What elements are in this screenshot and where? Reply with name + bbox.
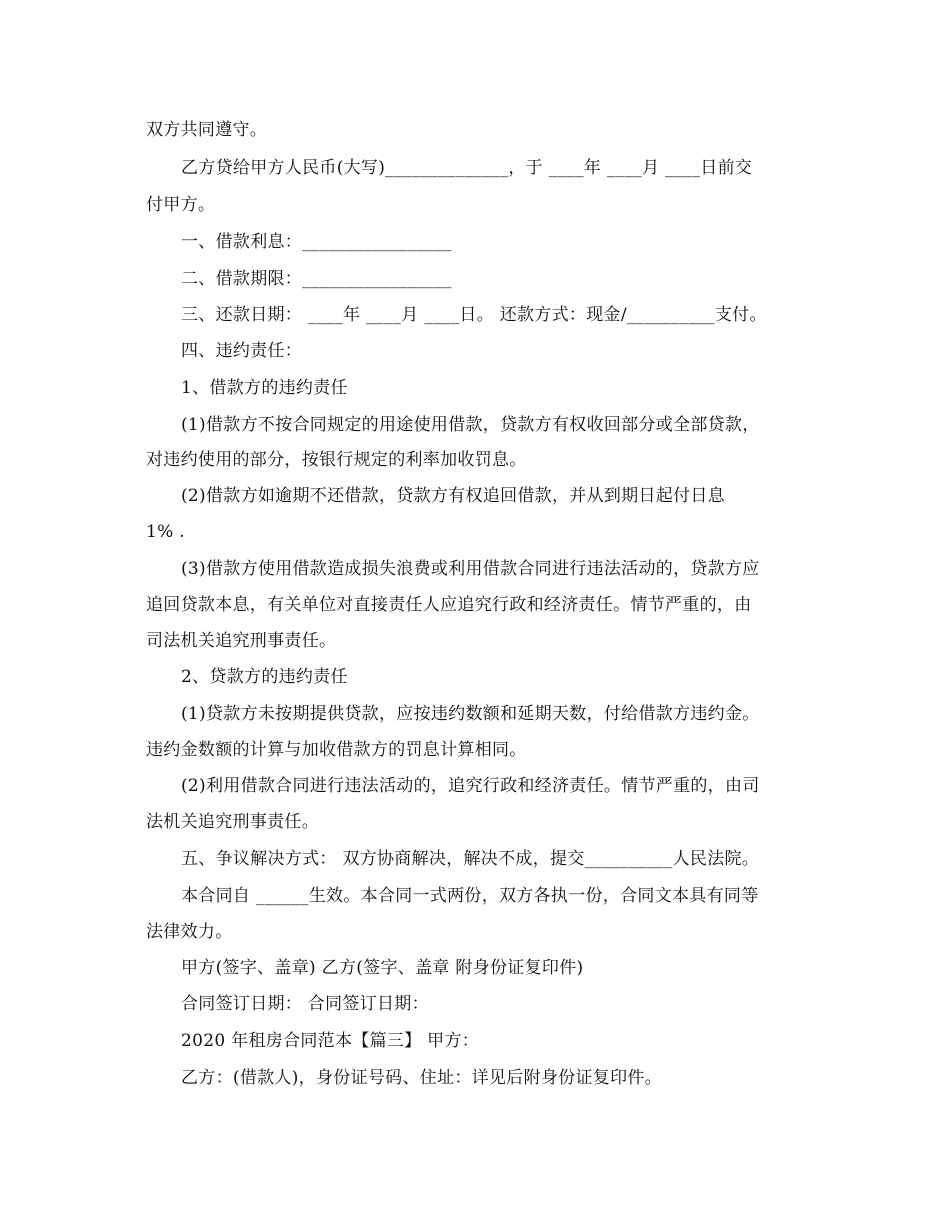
text-line: (1)贷款方未按期提供贷款，应按违约数额和延期天数，付给借款方违约金。 <box>181 704 760 724</box>
subsection-heading: 2、贷款方的违约责任 <box>181 667 348 687</box>
text-line: 付甲方。 <box>146 195 216 215</box>
signature-line: 甲方(签字、盖章) 乙方(签字、盖章 附身份证复印件) <box>181 958 584 978</box>
section-heading: 五、争议解决方式： 双方协商解决，解决不成，提交__________人民法院。 <box>181 849 760 869</box>
text-line: 双方共同遵守。 <box>146 120 268 140</box>
section-title: 2020 年租房合同范本【篇三】 甲方： <box>181 1031 480 1051</box>
text-line: 追回贷款本息，有关单位对直接责任人应追究行政和经济责任。情节严重的，由 <box>146 595 752 615</box>
text-line: 法律效力。 <box>146 922 233 942</box>
section-heading: 三、还款日期： ____年 ____月 ____日。 还款方式：现金/__________支付。 <box>181 305 767 325</box>
section-heading: 四、违约责任： <box>181 341 303 361</box>
text-line: (2)利用借款合同进行违法活动的，追究行政和经济责任。情节严重的，由司 <box>181 776 760 796</box>
text-line: 司法机关追究刑事责任。 <box>146 631 337 651</box>
text-line: 本合同自 ______生效。本合同一式两份，双方各执一份，合同文本具有同等 <box>181 886 759 906</box>
text-line: (2)借款方如逾期不还借款，贷款方有权追回借款，并从到期日起付日息 <box>181 486 725 506</box>
text-line: (3)借款方使用借款造成损失浪费或利用借款合同进行违法活动的，贷款方应 <box>181 559 760 579</box>
text-line: 违约金数额的计算与加收借款方的罚息计算相同。 <box>146 740 527 760</box>
section-heading: 一、借款利息：_________________ <box>181 232 452 252</box>
subsection-heading: 1、借款方的违约责任 <box>181 378 348 398</box>
text-line: 乙方：(借款人)，身份证号码、住址：详见后附身份证复印件。 <box>181 1068 662 1088</box>
signature-date-line: 合同签订日期： 合同签订日期： <box>181 994 429 1014</box>
section-heading: 二、借款期限：_________________ <box>181 269 452 289</box>
text-line: 对违约使用的部分，按银行规定的利率加收罚息。 <box>146 450 527 470</box>
text-line: (1)借款方不按合同规定的用途使用借款，贷款方有权收回部分或全部贷款， <box>181 415 760 435</box>
text-line: 法机关追究刑事责任。 <box>146 812 319 832</box>
text-line: 乙方贷给甲方人民币(大写)______________，于 ____年 ____月 ____日前交 <box>181 158 753 178</box>
text-line: 1% . <box>146 522 185 542</box>
